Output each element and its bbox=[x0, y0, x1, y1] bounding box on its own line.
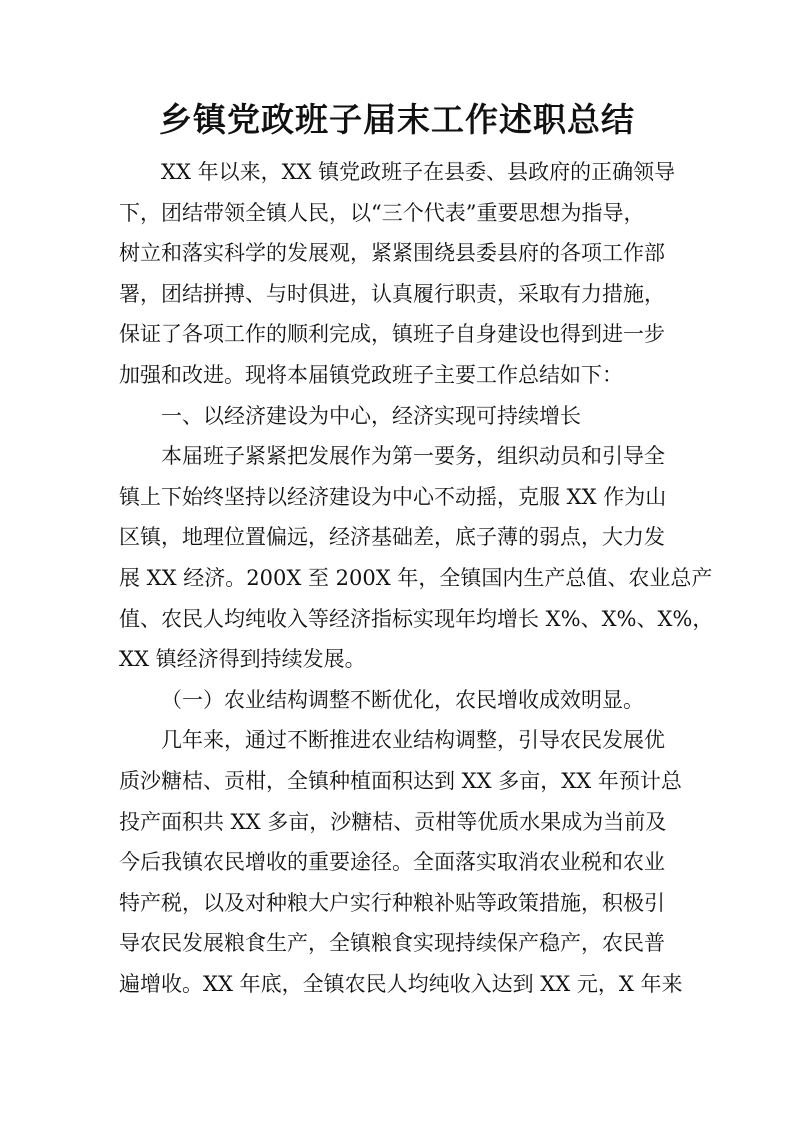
paragraph-3-line-6: 导农民发展粮食生产，全镇粮食实现持续保产稳产，农民普 bbox=[119, 931, 665, 956]
paragraph-2-line-6: XX 镇经济得到持续发展。 bbox=[119, 647, 366, 672]
paragraph-2-line-3: 区镇，地理位置偏远，经济基础差，底子薄的弱点，大力发 bbox=[119, 525, 665, 550]
paragraph-2-line-1: 本届班子紧紧把发展作为第一要务，组织动员和引导全 bbox=[161, 444, 665, 469]
paragraph-3-line-3: 投产面积共 XX 多亩，沙糖桔、贡柑等优质水果成为当前及 bbox=[119, 809, 667, 834]
paragraph-2-line-5: 值、农民人均纯收入等经济指标实现年均增长 X%、X%、X%， bbox=[119, 606, 714, 631]
document-body bbox=[119, 152, 714, 1004]
paragraph-3-line-5: 特产税，以及对种粮大户实行种粮补贴等政策措施，积极引 bbox=[119, 890, 665, 915]
paragraph-3-line-7: 遍增收。XX 年底，全镇农民人均纯收入达到 XX 元，X 年来 bbox=[119, 971, 683, 996]
paragraph-1-line-2: 下，团结带领全镇人民，以“三个代表”重要思想为指导， bbox=[119, 200, 645, 225]
paragraph-1-line-3: 树立和落实科学的发展观，紧紧围绕县委县府的各项工作部 bbox=[119, 241, 665, 266]
paragraph-1-line-5: 保证了各项工作的顺利完成，镇班子自身建设也得到进一步 bbox=[119, 322, 665, 347]
paragraph-2-line-2: 镇上下始终坚持以经济建设为中心不动摇，克服 XX 作为山 bbox=[119, 484, 667, 509]
document-title: 乡镇党政班子届末工作述职总结 bbox=[159, 100, 635, 139]
subsection-heading-1: （一）农业结构调整不断优化，农民增收成效明显。 bbox=[161, 687, 644, 712]
paragraph-1-line-4: 署，团结拼搏、与时俱进，认真履行职责，采取有力措施， bbox=[119, 281, 665, 306]
section-heading-1: 一、以经济建设为中心，经济实现可持续增长 bbox=[161, 403, 581, 428]
paragraph-3-line-2: 质沙糖桔、贡柑，全镇种植面积达到 XX 多亩，XX 年预计总 bbox=[119, 768, 682, 793]
paragraph-3-line-1: 几年来，通过不断推进农业结构调整，引导农民发展优 bbox=[161, 728, 665, 753]
paragraph-2-line-4: 展 XX 经济。200X 至 200X 年，全镇国内生产总值、农业总产 bbox=[119, 565, 713, 590]
paragraph-1-line-1: XX 年以来，XX 镇党政班子在县委、县政府的正确领导 bbox=[161, 160, 676, 184]
paragraph-1-line-6: 加强和改进。现将本届镇党政班子主要工作总结如下： bbox=[119, 362, 623, 387]
paragraph-3-line-4: 今后我镇农民增收的重要途径。全面落实取消农业税和农业 bbox=[119, 850, 665, 875]
